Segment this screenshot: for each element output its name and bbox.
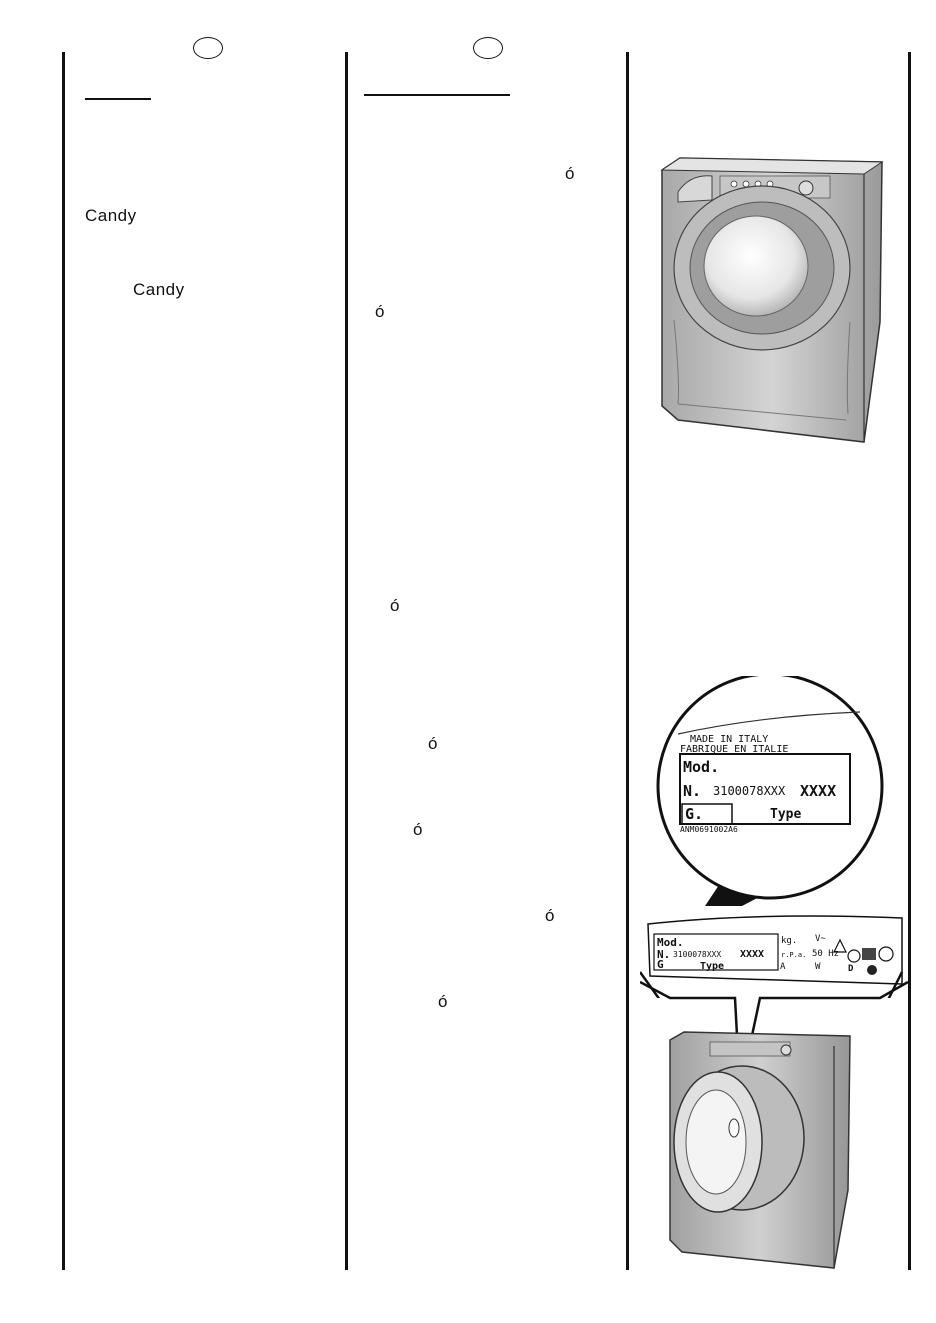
heading-underline-middle — [364, 94, 510, 96]
accent-fragment: ó — [438, 992, 448, 1011]
plate-g-label: G. — [685, 805, 704, 823]
accent-fragment: ó — [413, 820, 423, 839]
language-badge-middle — [473, 37, 503, 59]
small-plate-pressure: r.P.a. — [781, 951, 807, 959]
small-plate-v: V~ — [815, 934, 826, 944]
small-plate-type: Type — [700, 961, 725, 972]
plate-made-in: MADE IN ITALY — [690, 734, 769, 745]
language-badge-left — [193, 37, 223, 59]
small-plate-n-label: N. — [657, 948, 671, 961]
brand-word-2: Candy — [133, 280, 185, 299]
plate-fabrique: FABRIQUE EN ITALIE — [680, 744, 789, 755]
accent-fragment: ó — [390, 596, 400, 615]
washing-machine-illustration — [650, 152, 890, 452]
plate-type: Type — [770, 807, 802, 822]
small-plate-g-label: G — [657, 958, 664, 971]
accent-fragment: ó — [565, 164, 575, 183]
small-plate-a: A — [780, 962, 786, 972]
column-rule-left — [62, 52, 65, 1270]
small-plate-kg: kg. — [781, 936, 798, 946]
small-plate-hz: 50 Hz — [812, 949, 840, 959]
plate-n-label: N. — [683, 782, 702, 800]
column-rule-middle — [345, 52, 348, 1270]
small-plate-serial: 3100078XXX — [673, 950, 722, 959]
washing-machine-door-open-illustration — [660, 1030, 860, 1274]
plate-serial: 3100078XXX — [713, 784, 786, 798]
plate-mod: Mod. — [683, 758, 720, 776]
brand-word-1: Candy — [85, 206, 137, 225]
small-plate-w: W — [815, 962, 821, 972]
accent-fragment: ó — [375, 302, 385, 321]
plate-xxxx: XXXX — [800, 782, 837, 800]
accent-fragment: ó — [545, 906, 555, 925]
plate-code: ANM0691002A6 — [680, 825, 738, 834]
small-plate-d-mark: D — [848, 964, 854, 974]
small-plate-xxxx: XXXX — [740, 949, 765, 960]
small-plate-mod: Mod. — [657, 936, 684, 949]
column-rule-right-inner — [626, 52, 629, 1270]
heading-underline-left — [85, 98, 151, 100]
accent-fragment: ó — [428, 734, 438, 753]
